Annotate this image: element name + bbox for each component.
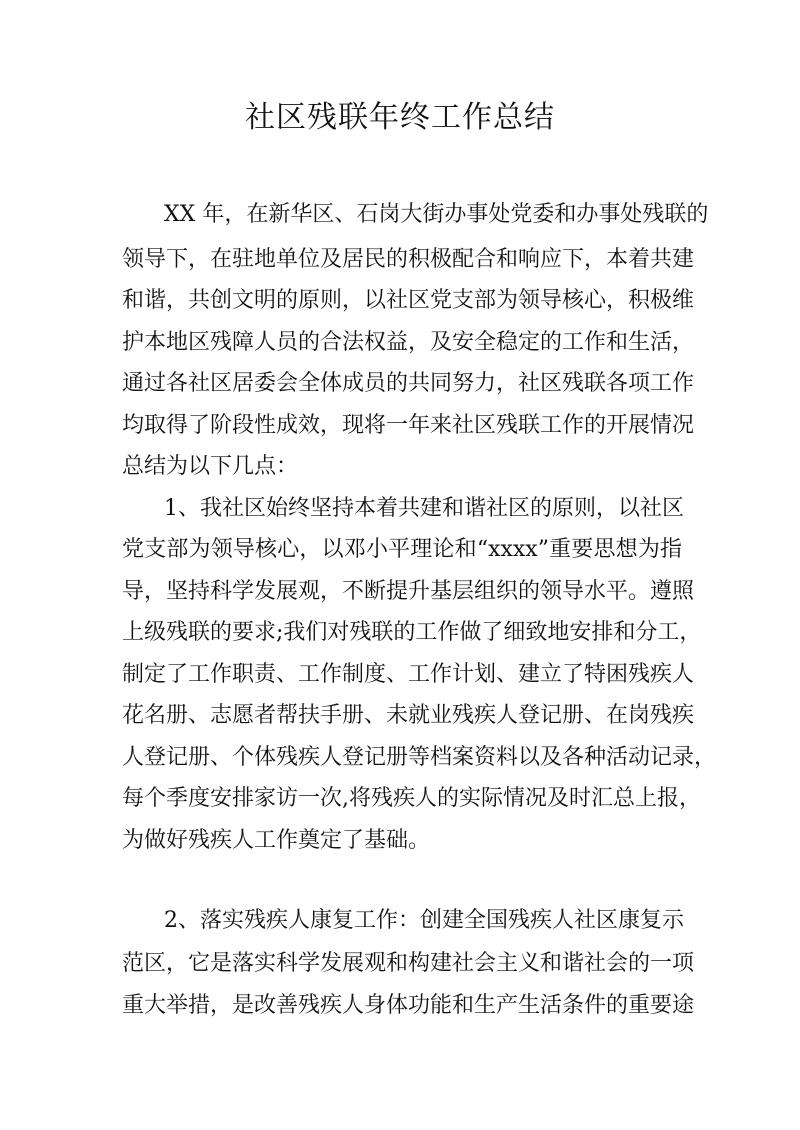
paragraph-2-line: 上级残联的要求;我们对残联的工作做了细致地安排和分工， bbox=[122, 620, 702, 645]
document-title: 社区残联年终工作总结 bbox=[245, 100, 555, 135]
paragraph-1-line: 护本地区残障人员的合法权益，及安全稳定的工作和生活， bbox=[122, 330, 695, 355]
paragraph-2-line: 制定了工作职责、工作制度、工作计划、建立了特困残疾人 bbox=[122, 662, 695, 687]
paragraph-1-line: 通过各社区居委会全体成员的共同努力，社区残联各项工作 bbox=[122, 371, 695, 396]
paragraph-2-line: 党支部为领导核心，以邓小平理论和“xxxx”重要思想为指 bbox=[122, 537, 682, 562]
paragraph-3-line: 2、落实残疾人康复工作：创建全国残疾人社区康复示 bbox=[164, 908, 684, 933]
paragraph-1-line: XX 年，在新华区、石岗大街办事处党委和办事处残联的 bbox=[164, 202, 709, 227]
paragraph-2-line: 1、我社区始终坚持本着共建和谐社区的原则，以社区 bbox=[164, 496, 684, 521]
paragraph-2-line: 每个季度安排家访一次,将残疾人的实际情况及时汇总上报， bbox=[122, 786, 701, 811]
paragraph-1-line: 均取得了阶段性成效，现将一年来社区残联工作的开展情况 bbox=[122, 413, 695, 438]
paragraph-3-line: 重大举措，是改善残疾人身体功能和生产生活条件的重要途 bbox=[122, 993, 695, 1018]
paragraph-3-line: 范区，它是落实科学发展观和构建社会主义和谐社会的一项 bbox=[122, 951, 695, 976]
paragraph-1-line: 领导下，在驻地单位及居民的积极配合和响应下，本着共建 bbox=[122, 247, 695, 272]
paragraph-2-line: 导，坚持科学发展观，不断提升基层组织的领导水平。遵照 bbox=[122, 579, 695, 604]
paragraph-1-line: 和谐，共创文明的原则，以社区党支部为领导核心，积极维 bbox=[122, 288, 695, 313]
paragraph-1-line: 总结为以下几点： bbox=[122, 454, 299, 479]
paragraph-2-line: 人登记册、个体残疾人登记册等档案资料以及各种活动记录， bbox=[122, 745, 717, 770]
paragraph-2-line: 花名册、志愿者帮扶手册、未就业残疾人登记册、在岗残疾 bbox=[122, 703, 695, 728]
paragraph-2-line: 为做好残疾人工作奠定了基础。 bbox=[122, 828, 431, 853]
